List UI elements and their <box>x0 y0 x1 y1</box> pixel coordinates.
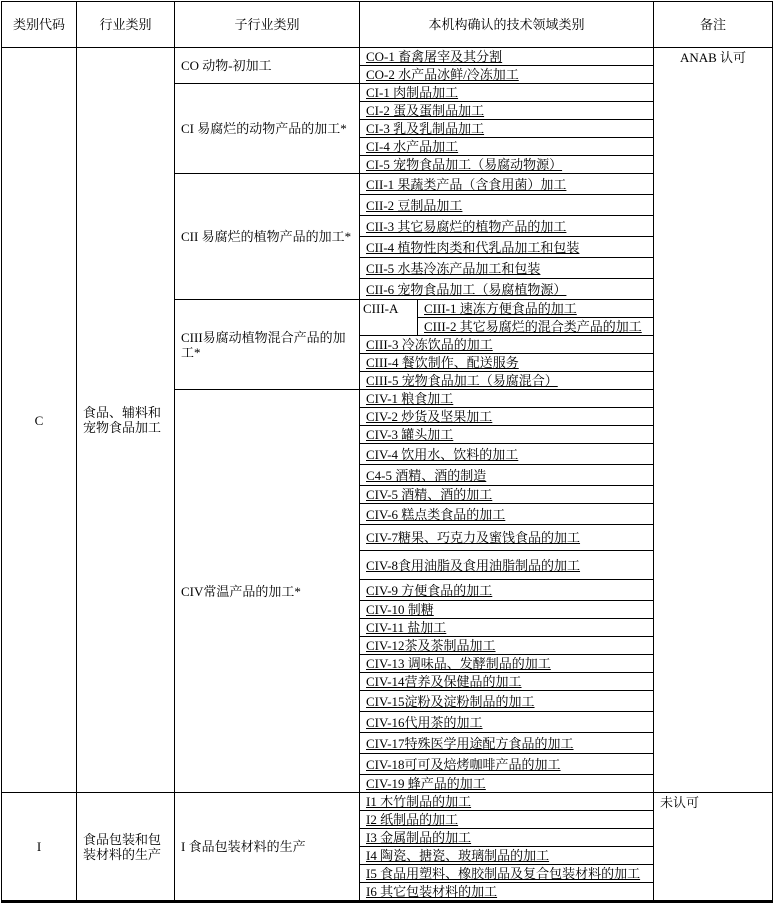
tech-field-cell: CIII-4 餐饮制作、配送服务 <box>360 354 654 372</box>
tech-field-cell: CI-4 水产品加工 <box>360 138 654 156</box>
tech-field-cell: CIII-1 速冻方便食品的加工 <box>418 300 654 318</box>
tech-field-cell: CIV-10 制糖 <box>360 601 654 619</box>
tech-field-cell: CIV-13 调味品、发酵制品的加工 <box>360 655 654 673</box>
subsector-cell-ciii: CIII易腐动植物混合产品的加工* <box>175 300 360 390</box>
tech-field-cell: CIV-2 炒货及坚果加工 <box>360 408 654 426</box>
industry-cell: 食品、辅料和宠物食品加工 <box>77 48 175 793</box>
category-code-cell: I <box>2 793 77 902</box>
tech-field-cell: CIII-2 其它易腐烂的混合类产品的加工 <box>418 318 654 336</box>
header-row <box>2 2 773 48</box>
tech-field-cell: CIV-7糖果、巧克力及蜜饯食品的加工 <box>360 525 654 551</box>
tech-field-cell: CIV-12茶及茶制品加工 <box>360 637 654 655</box>
tech-field-cell: CO-2 水产品冰鲜/冷冻加工 <box>360 66 654 84</box>
header-remark: 备注 <box>654 2 773 48</box>
table-row <box>2 48 773 66</box>
tech-field-cell: CIV-18可可及焙烤咖啡产品的加工 <box>360 754 654 775</box>
certification-scope-table <box>1 1 773 903</box>
tech-field-cell: CII-1 果蔬类产品（含食用菌）加工 <box>360 174 654 195</box>
tech-field-cell: CO-1 畜禽屠宰及其分割 <box>360 48 654 66</box>
subsector-cell-civ: CIV常温产品的加工* <box>175 390 360 793</box>
tech-field-cell: CI-2 蛋及蛋制品加工 <box>360 102 654 120</box>
tech-field-cell: I2 纸制品的加工 <box>360 811 654 829</box>
tech-field-cell: CIV-11 盐加工 <box>360 619 654 637</box>
tech-field-cell: CIII-3 冷冻饮品的加工 <box>360 336 654 354</box>
tech-field-cell: CIV-3 罐头加工 <box>360 426 654 444</box>
tech-field-cell: CIV-15淀粉及淀粉制品的加工 <box>360 691 654 712</box>
tech-field-cell: CIV-1 粮食加工 <box>360 390 654 408</box>
subsector-cell-cii: CII 易腐烂的植物产品的加工* <box>175 174 360 300</box>
tech-field-cell: CIV-16代用茶的加工 <box>360 712 654 733</box>
tech-field-cell: CII-2 豆制品加工 <box>360 195 654 216</box>
tech-field-cell: I5 食品用塑料、橡胶制品及复合包装材料的加工 <box>360 865 654 883</box>
tech-field-cell: CII-4 植物性肉类和代乳品加工和包装 <box>360 237 654 258</box>
tech-field-cell: C4-5 酒精、酒的制造 <box>360 465 654 486</box>
tech-field-cell: CIV-6 糕点类食品的加工 <box>360 504 654 525</box>
tech-field-cell: CIII-5 宠物食品加工（易腐混合） <box>360 372 654 390</box>
tech-field-cell: I3 金属制品的加工 <box>360 829 654 847</box>
category-code-cell: C <box>2 48 77 793</box>
tech-field-cell: CI-1 肉制品加工 <box>360 84 654 102</box>
subsector-cell-ci: CI 易腐烂的动物产品的加工* <box>175 84 360 174</box>
tech-field-cell: CI-3 乳及乳制品加工 <box>360 120 654 138</box>
header-category-code: 类别代码 <box>2 2 77 48</box>
tech-field-cell: CII-6 宠物食品加工（易腐植物源） <box>360 279 654 300</box>
tech-field-cell: CI-5 宠物食品加工（易腐动物源） <box>360 156 654 174</box>
industry-cell: 食品包装和包装材料的生产 <box>77 793 175 902</box>
table-row <box>2 793 773 811</box>
tech-field-cell: I6 其它包装材料的加工 <box>360 883 654 902</box>
tech-field-cell: I1 木竹制品的加工 <box>360 793 654 811</box>
tech-field-cell: CIV-4 饮用水、饮料的加工 <box>360 444 654 465</box>
tech-field-cell: CIV-8食用油脂及食用油脂制品的加工 <box>360 551 654 580</box>
subsector-cell-co: CO 动物-初加工 <box>175 48 360 84</box>
tech-field-cell: CII-3 其它易腐烂的植物产品的加工 <box>360 216 654 237</box>
tech-field-cell: CIV-9 方便食品的加工 <box>360 580 654 601</box>
remark-cell: 未认可 <box>654 793 773 902</box>
header-subsector: 子行业类别 <box>175 2 360 48</box>
subsector-cell-i: I 食品包装材料的生产 <box>175 793 360 902</box>
tech-field-cell: CIV-5 酒精、酒的加工 <box>360 486 654 504</box>
header-industry: 行业类别 <box>77 2 175 48</box>
tech-field-cell: CII-5 水基冷冻产品加工和包装 <box>360 258 654 279</box>
tech-field-cell: CIV-17特殊医学用途配方食品的加工 <box>360 733 654 754</box>
tech-field-cell: CIV-14营养及保健品的加工 <box>360 673 654 691</box>
header-tech-field: 本机构确认的技术领域类别 <box>360 2 654 48</box>
tech-field-cell: CIV-19 蜂产品的加工 <box>360 775 654 793</box>
tech-field-cell: I4 陶瓷、搪瓷、玻璃制品的加工 <box>360 847 654 865</box>
group-ciii-a-cell: CIII-A <box>360 300 418 336</box>
remark-cell: ANAB 认可 <box>654 48 773 793</box>
